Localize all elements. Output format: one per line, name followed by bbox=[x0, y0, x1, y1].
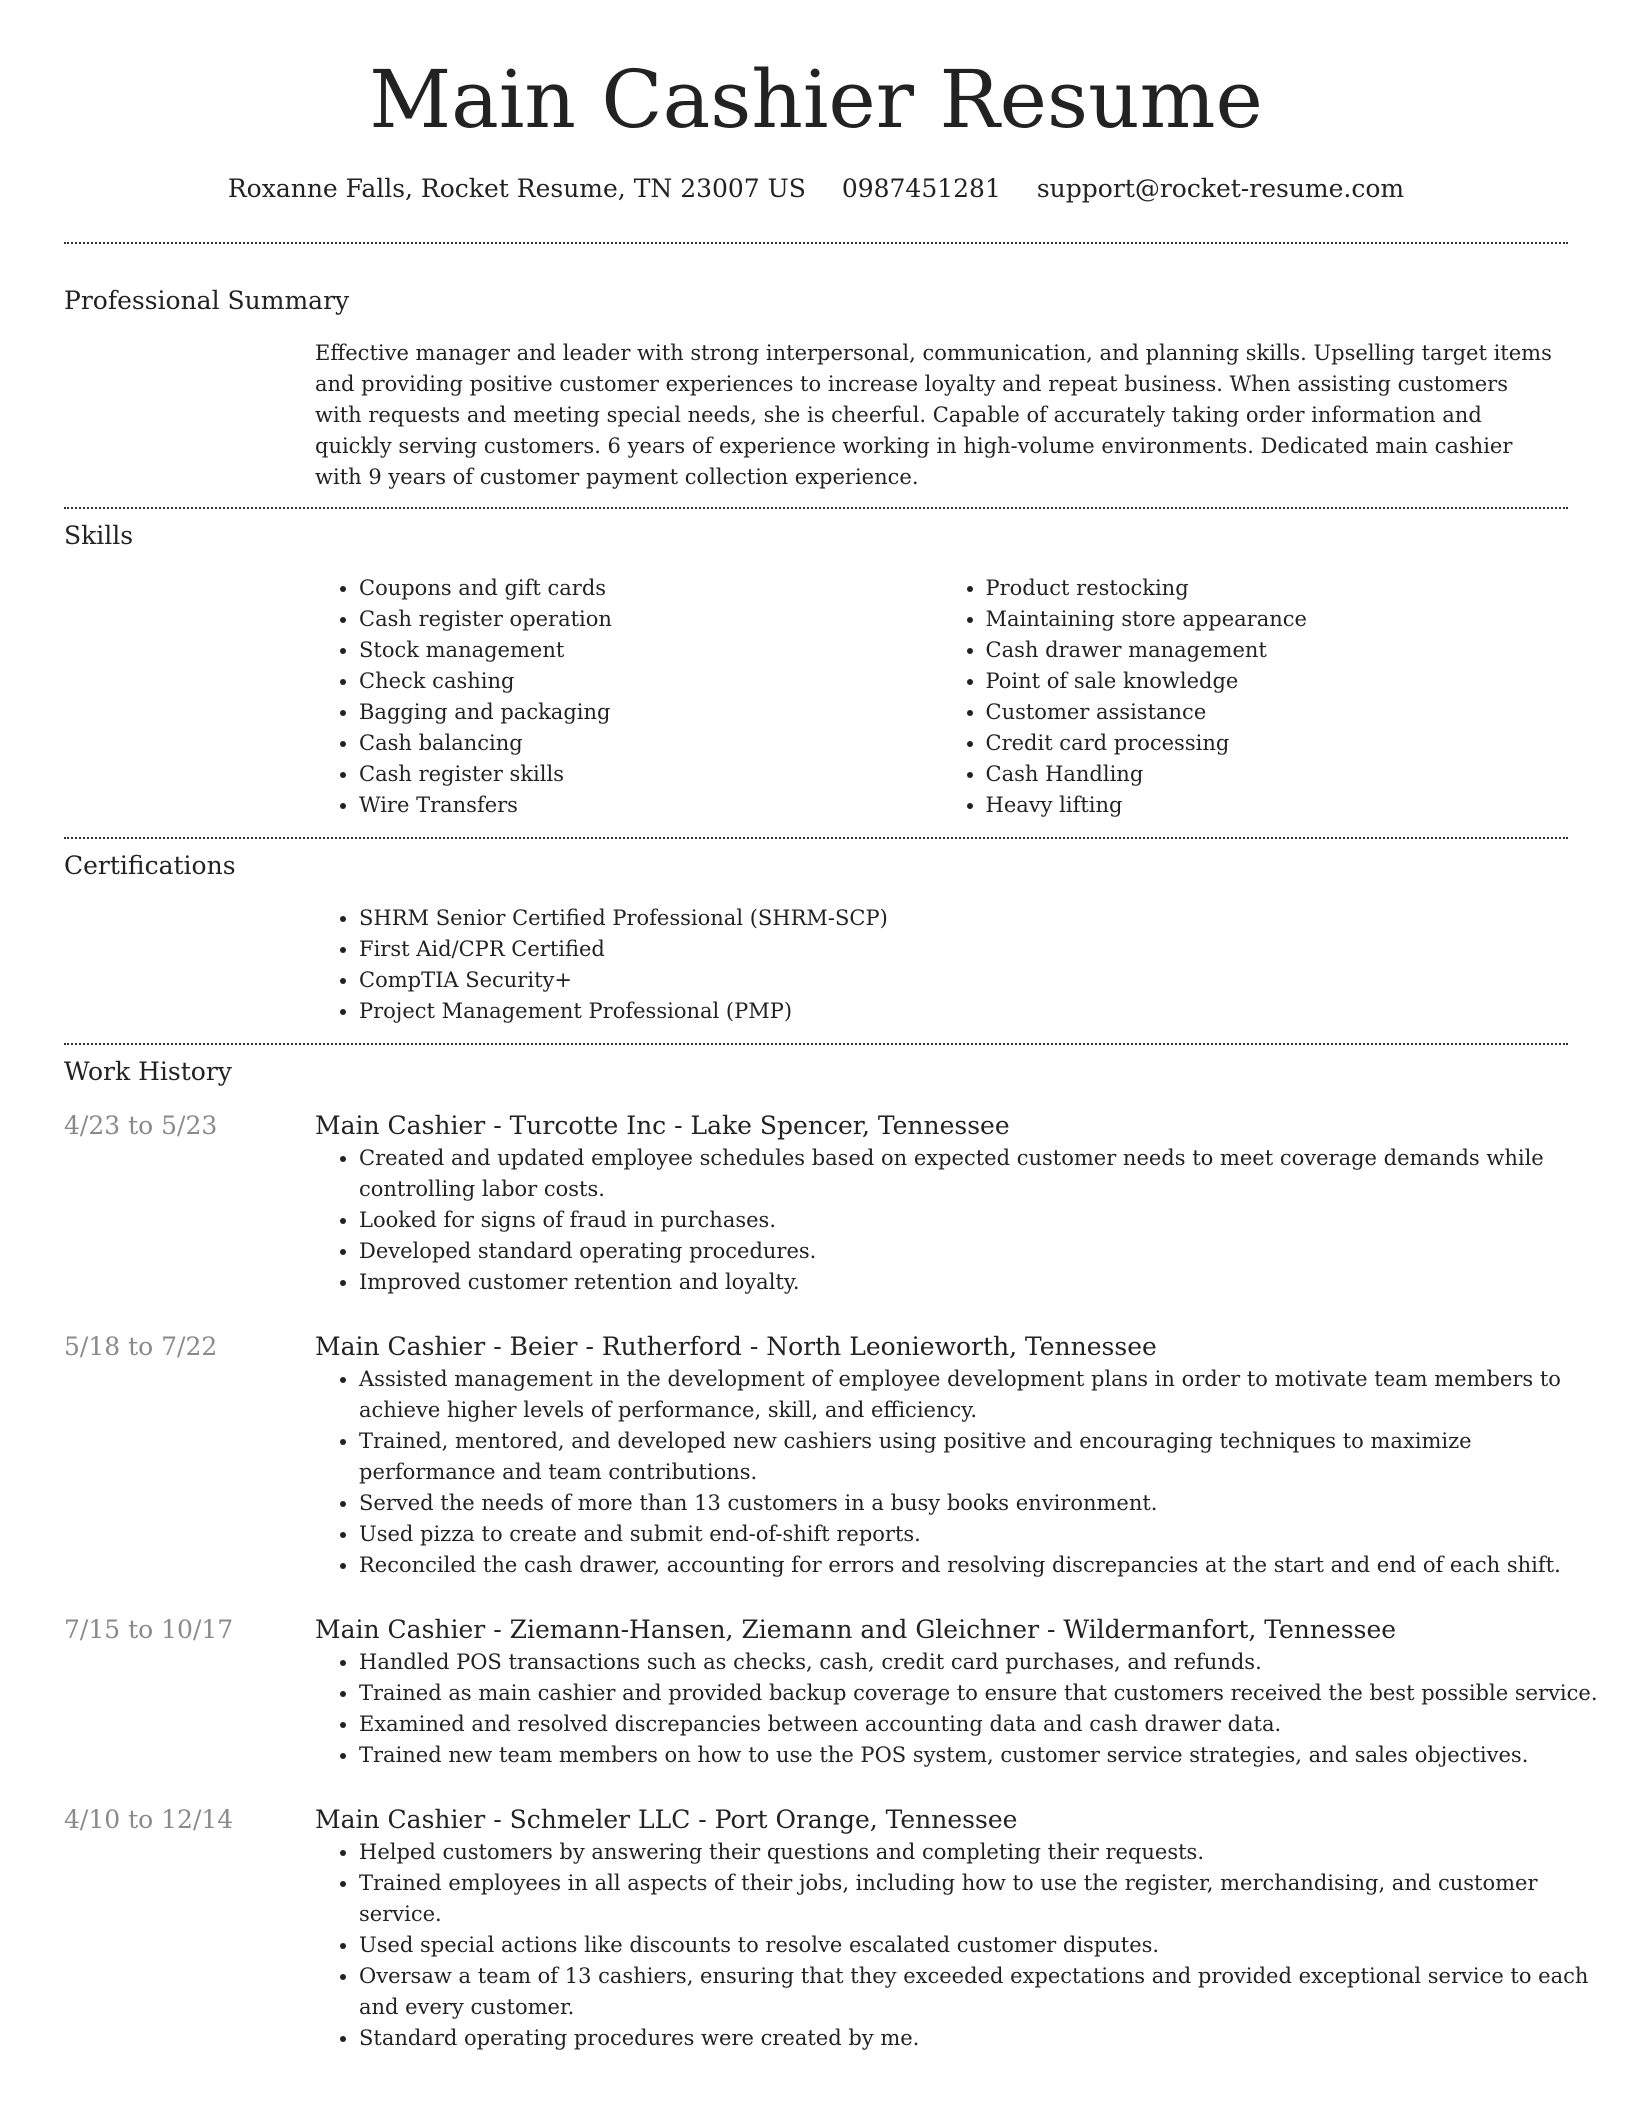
skill-item: • Point of sale knowledge bbox=[986, 666, 1569, 697]
divider bbox=[64, 507, 1568, 509]
job-bullet: • Examined and resolved discrepancies between accounting data and cash drawer data. bbox=[359, 1709, 1599, 1740]
skill-item: • Cash Handling bbox=[986, 759, 1569, 790]
job-entry bbox=[64, 1613, 1598, 1771]
job-bullet: • Trained, mentored, and developed new cashiers using positive and encouraging techniques to maximize performance and team contributions. bbox=[359, 1426, 1599, 1488]
job-details bbox=[315, 1109, 1599, 1298]
job-date: 7/15 to 10/17 bbox=[64, 1615, 234, 1644]
skill-item: • Cash register operation bbox=[359, 604, 942, 635]
job-bullet: • Assisted management in the development of employee development plans in order to motivate team members to achieve higher levels of performance, skill, and efficiency. bbox=[359, 1364, 1599, 1426]
skill-item: • Cash balancing bbox=[359, 728, 942, 759]
job-bullet: • Handled POS transactions such as checks, cash, credit card purchases, and refunds. bbox=[359, 1647, 1599, 1678]
summary-text: Effective manager and leader with strong interpersonal, communication, and planning skills. Upselling target items and providing positive customer experiences to increase loyalty and repeat business. When assisting customers with requests and meeting special needs, she is cheerful. Capable of accurately taking order information and quickly serving customers. 6 years of experience working in high-volume environments. Dedicated main cashier with 9 years of customer payment collection experience. bbox=[315, 341, 1552, 489]
skill-item: • Wire Transfers bbox=[359, 790, 942, 821]
skill-item: • Heavy lifting bbox=[986, 790, 1569, 821]
job-bullets bbox=[315, 1364, 1599, 1581]
skill-item: • Credit card processing bbox=[986, 728, 1569, 759]
skill-item: • Customer assistance bbox=[986, 697, 1569, 728]
resume-page bbox=[64, 0, 1598, 2054]
certification-item: • First Aid/CPR Certified bbox=[359, 934, 1568, 965]
job-bullet: • Standard operating procedures were created by me. bbox=[359, 2023, 1599, 2054]
skill-item: • Product restocking bbox=[986, 573, 1569, 604]
contact-email: support@rocket-resume.com bbox=[1036, 174, 1405, 203]
divider bbox=[64, 242, 1568, 244]
job-details bbox=[315, 1330, 1599, 1581]
contact-address: Roxanne Falls, Rocket Resume, TN 23007 US bbox=[227, 174, 806, 203]
certifications-heading: Certifications bbox=[64, 851, 236, 880]
job-date: 4/23 to 5/23 bbox=[64, 1111, 218, 1140]
skills-list bbox=[315, 573, 1568, 821]
job-bullet: • Reconciled the cash drawer, accounting for errors and resolving discrepancies at the start and end of each shift. bbox=[359, 1550, 1599, 1581]
job-bullets bbox=[315, 1143, 1599, 1298]
skills-heading: Skills bbox=[64, 521, 134, 550]
job-bullet: • Helped customers by answering their questions and completing their requests. bbox=[359, 1837, 1599, 1868]
certifications-list bbox=[315, 903, 1568, 1027]
job-bullet: • Looked for signs of fraud in purchases. bbox=[359, 1205, 1599, 1236]
certification-item: • Project Management Professional (PMP) bbox=[359, 996, 1568, 1027]
job-bullets bbox=[315, 1647, 1599, 1771]
job-title: Main Cashier - Turcotte Inc - Lake Spencer, Tennessee bbox=[315, 1111, 1010, 1140]
skills-column-left bbox=[315, 573, 942, 821]
job-bullet: • Improved customer retention and loyalty. bbox=[359, 1267, 1599, 1298]
job-title: Main Cashier - Schmeler LLC - Port Orange, Tennessee bbox=[315, 1805, 1018, 1834]
certification-item: • CompTIA Security+ bbox=[359, 965, 1568, 996]
skill-item: • Cash drawer management bbox=[986, 635, 1569, 666]
job-bullet: • Trained new team members on how to use the POS system, customer service strategies, and sales objectives. bbox=[359, 1740, 1599, 1771]
job-title: Main Cashier - Ziemann-Hansen, Ziemann and Gleichner - Wildermanfort, Tennessee bbox=[315, 1615, 1397, 1644]
job-entry bbox=[64, 1330, 1568, 1581]
divider bbox=[64, 837, 1568, 839]
job-bullet: • Trained as main cashier and provided backup coverage to ensure that customers received the best possible service. bbox=[359, 1678, 1599, 1709]
skill-item: • Bagging and packaging bbox=[359, 697, 942, 728]
job-details bbox=[315, 1803, 1599, 2054]
skill-item: • Check cashing bbox=[359, 666, 942, 697]
job-entry bbox=[64, 1803, 1589, 2054]
job-bullet: • Trained employees in all aspects of their jobs, including how to use the register, merchandising, and customer service. bbox=[359, 1868, 1599, 1930]
job-bullet: • Used special actions like discounts to resolve escalated customer disputes. bbox=[359, 1930, 1599, 1961]
skill-item: • Cash register skills bbox=[359, 759, 942, 790]
job-entry bbox=[64, 1109, 1568, 1298]
job-bullet: • Used pizza to create and submit end-of-shift reports. bbox=[359, 1519, 1599, 1550]
skill-item: • Coupons and gift cards bbox=[359, 573, 942, 604]
certifications-bullets bbox=[315, 903, 1568, 1027]
resume-title: Main Cashier Resume bbox=[369, 53, 1263, 146]
job-bullet: • Served the needs of more than 13 customers in a busy books environment. bbox=[359, 1488, 1599, 1519]
contact-line bbox=[64, 172, 1568, 206]
job-date: 4/10 to 12/14 bbox=[64, 1805, 234, 1834]
job-bullets bbox=[315, 1837, 1599, 2054]
job-bullet: • Oversaw a team of 13 cashiers, ensuring that they exceeded expectations and provided exceptional service to each and every customer. bbox=[359, 1961, 1599, 2023]
job-bullet: • Created and updated employee schedules based on expected customer needs to meet coverage demands while controlling labor costs. bbox=[359, 1143, 1599, 1205]
skill-item: • Maintaining store appearance bbox=[986, 604, 1569, 635]
job-bullet: • Developed standard operating procedures. bbox=[359, 1236, 1599, 1267]
divider bbox=[64, 1043, 1568, 1045]
summary-heading: Professional Summary bbox=[64, 286, 350, 315]
skills-column-right bbox=[942, 573, 1569, 821]
job-title: Main Cashier - Beier - Rutherford - North Leonieworth, Tennessee bbox=[315, 1332, 1157, 1361]
contact-phone: 0987451281 bbox=[841, 174, 1001, 203]
skill-item: • Stock management bbox=[359, 635, 942, 666]
work-history-heading: Work History bbox=[64, 1057, 232, 1086]
job-date: 5/18 to 7/22 bbox=[64, 1332, 218, 1361]
certification-item: • SHRM Senior Certified Professional (SHRM-SCP) bbox=[359, 903, 1568, 934]
job-details bbox=[315, 1613, 1599, 1771]
